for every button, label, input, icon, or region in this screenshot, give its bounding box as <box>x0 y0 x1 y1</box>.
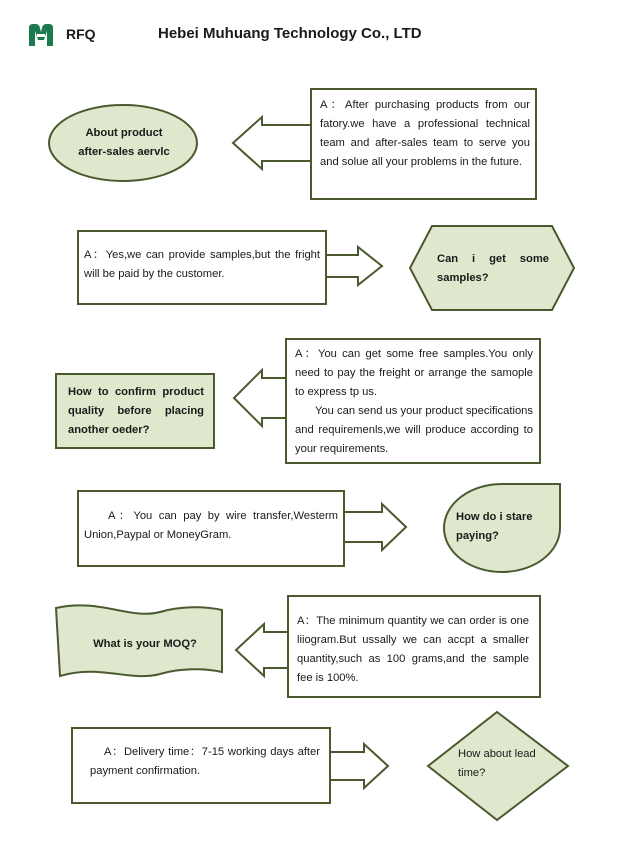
question-6: How about lead time? <box>458 748 536 779</box>
answer-3-continued: You can send us your product specifications and requiremenls,we will produce according to your requirements. <box>295 405 533 455</box>
answer-1: A：After purchasing products from our fatory.we have a professional technical team and after-sales team to serve you and solue all your problems in the future. <box>320 99 530 168</box>
question-3: How to confirm product quality before placing another oeder? <box>68 386 204 436</box>
company-name: Hebei Muhuang Technology Co., LTD <box>158 25 422 42</box>
question-4: How do i stare paying? <box>456 511 533 542</box>
answer-6: A：Delivery time：7-15 working days after payment confirmation. <box>90 746 320 777</box>
answer-5: A：The minimum quantity we can order is one liiogram.But ussally we can accpt a smaller quantity,such as 100 grams,and the sample fee is 100%. <box>297 615 529 684</box>
answer-2: A：Yes,we can provide samples,but the fright will be paid by the customer. <box>84 249 320 280</box>
arrow-left-5 <box>236 624 288 676</box>
arrow-right-2 <box>326 247 382 285</box>
answer-3: A：You can get some free samples.You only need to pay the freight or arrange the samople to express tp us. <box>295 348 533 398</box>
arrow-left-3 <box>234 370 286 426</box>
arrow-right-4 <box>344 504 406 550</box>
mh-logo-icon <box>26 22 56 48</box>
question-2: Can i get some samples? <box>437 253 549 284</box>
answer-4: A：You can pay by wire transfer,Westerm Union,Paypal or MoneyGram. <box>84 510 338 541</box>
question-5: What is your MOQ? <box>93 638 197 650</box>
arrow-right-6 <box>330 744 388 788</box>
question-1: About product after-sales aervlc <box>78 127 170 158</box>
arrow-left-1 <box>233 117 311 169</box>
rfq-label: RFQ <box>66 26 96 42</box>
